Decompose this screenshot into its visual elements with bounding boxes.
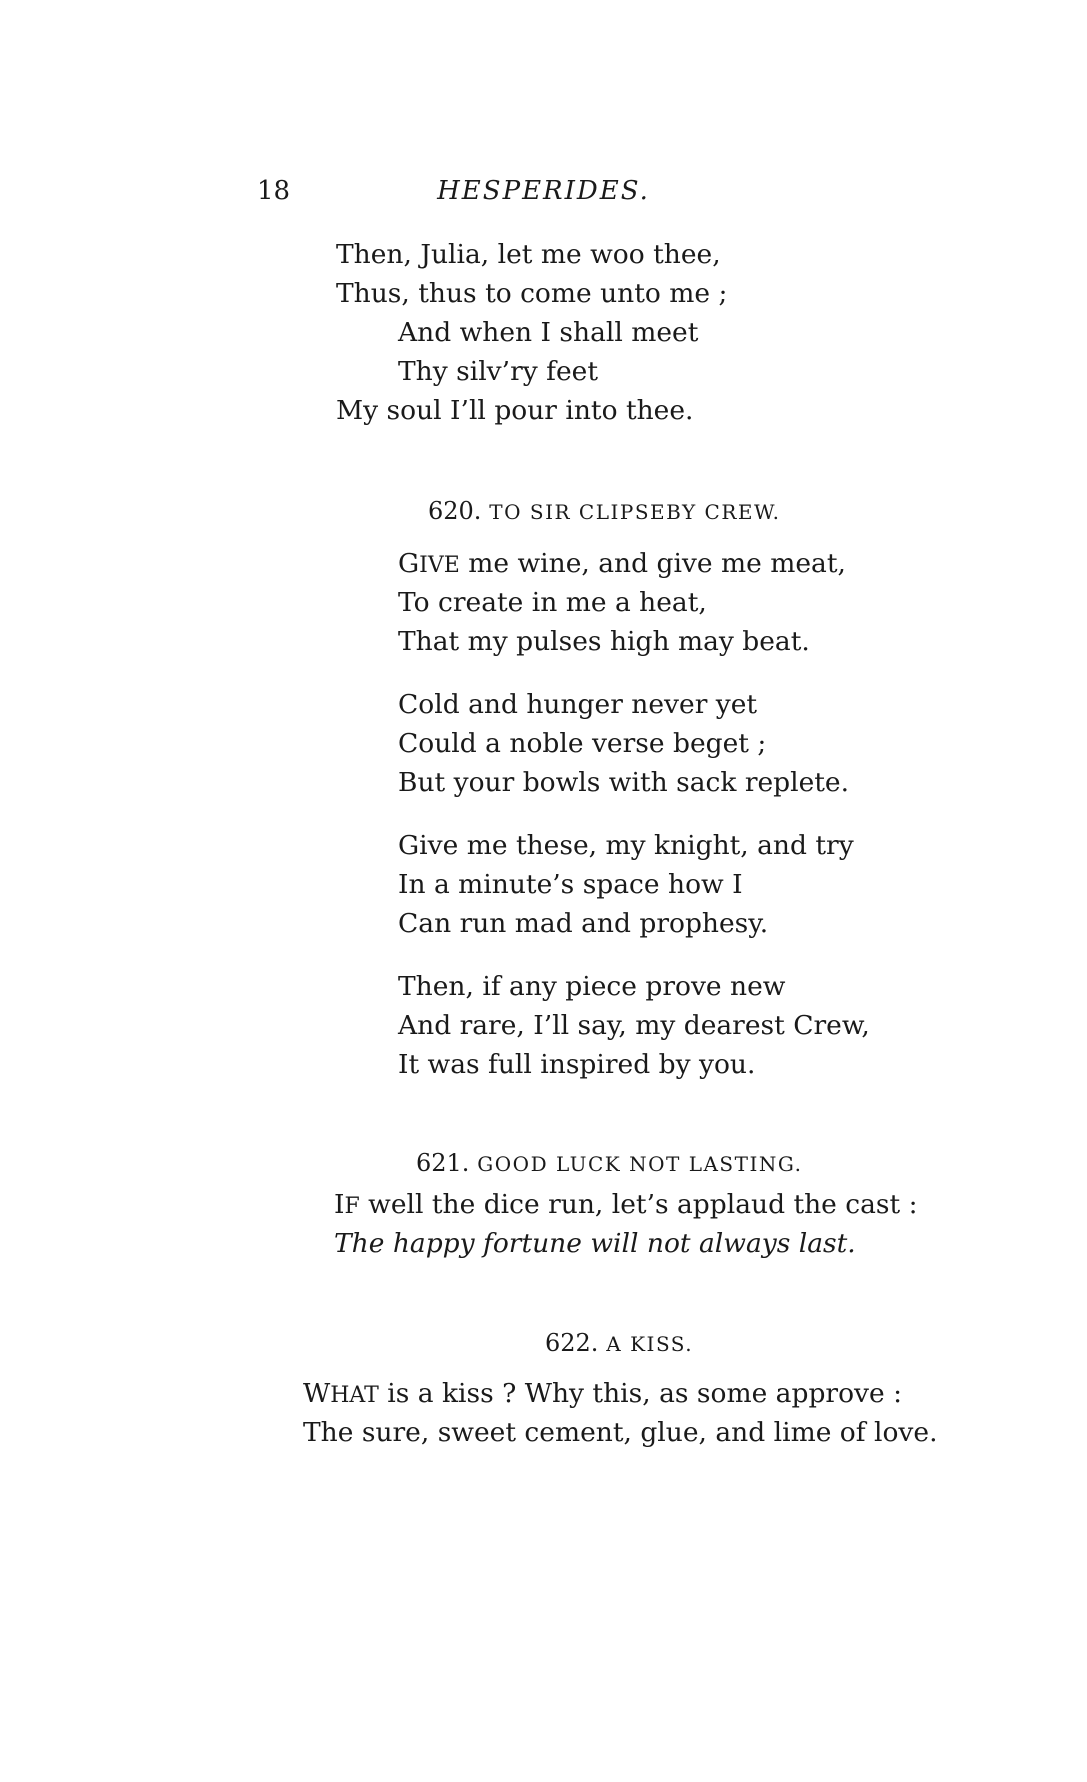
poem-title-text: GOOD LUCK NOT LASTING. [477,1152,803,1176]
poem-title-text: A KISS. [606,1332,694,1356]
verse-line: Can run mad and prophesy. [398,908,769,939]
verse-line: Give me these, my knight, and try [398,830,854,861]
initial-word-rest: F [344,1194,360,1219]
verse-line: And when I shall meet [398,317,699,348]
poem-title [416,1149,802,1177]
poem-number: 622. [545,1329,599,1357]
first-line-rest: me wine, and give me meat, [459,548,846,579]
initial-letter: I [334,1189,345,1220]
verse-line: To create in me a heat, [398,587,707,618]
verse-line [398,546,846,584]
verse-line [303,1376,902,1414]
verse-line: And rare, I’ll say, my dearest Crew, [398,1010,870,1041]
running-title: HESPERIDES. [437,176,650,206]
page-number: 18 [257,176,291,206]
verse-line: My soul I’ll pour into thee. [336,395,694,426]
first-line-rest: is a kiss ? Why this, as some approve : [378,1378,903,1409]
verse-line: The sure, sweet cement, glue, and lime of love. [303,1417,938,1448]
verse-line: Could a noble verse beget ; [398,728,767,759]
initial-letter: G [398,548,420,579]
verse-line: Cold and hunger never yet [398,689,758,720]
verse-line: Thus, thus to come unto me ; [336,278,728,309]
initial-word-rest: HAT [330,1383,379,1408]
verse-line: That my pulses high may beat. [398,626,810,657]
verse-line: Thy silv’ry feet [398,356,598,387]
poem-number: 621. [416,1149,470,1177]
initial-letter: W [303,1378,331,1409]
poem-title-text: TO SIR CLIPSEBY CREW. [489,500,781,524]
first-line-rest: well the dice run, let’s applaud the cast : [359,1189,918,1220]
initial-word-rest: IVE [419,553,460,578]
verse-line: But your bowls with sack replete. [398,767,850,798]
poem-number: 620. [428,497,482,525]
page-header [0,176,1087,212]
verse-line [334,1187,918,1225]
verse-line: The happy fortune will not always last. [334,1228,856,1259]
verse-line: Then, Julia, let me woo thee, [336,239,721,270]
verse-line: Then, if any piece prove new [398,971,786,1002]
verse-line: In a minute’s space how I [398,869,743,900]
poem-title [428,497,780,525]
verse-line: It was full inspired by you. [398,1049,756,1080]
poem-title [545,1329,693,1357]
